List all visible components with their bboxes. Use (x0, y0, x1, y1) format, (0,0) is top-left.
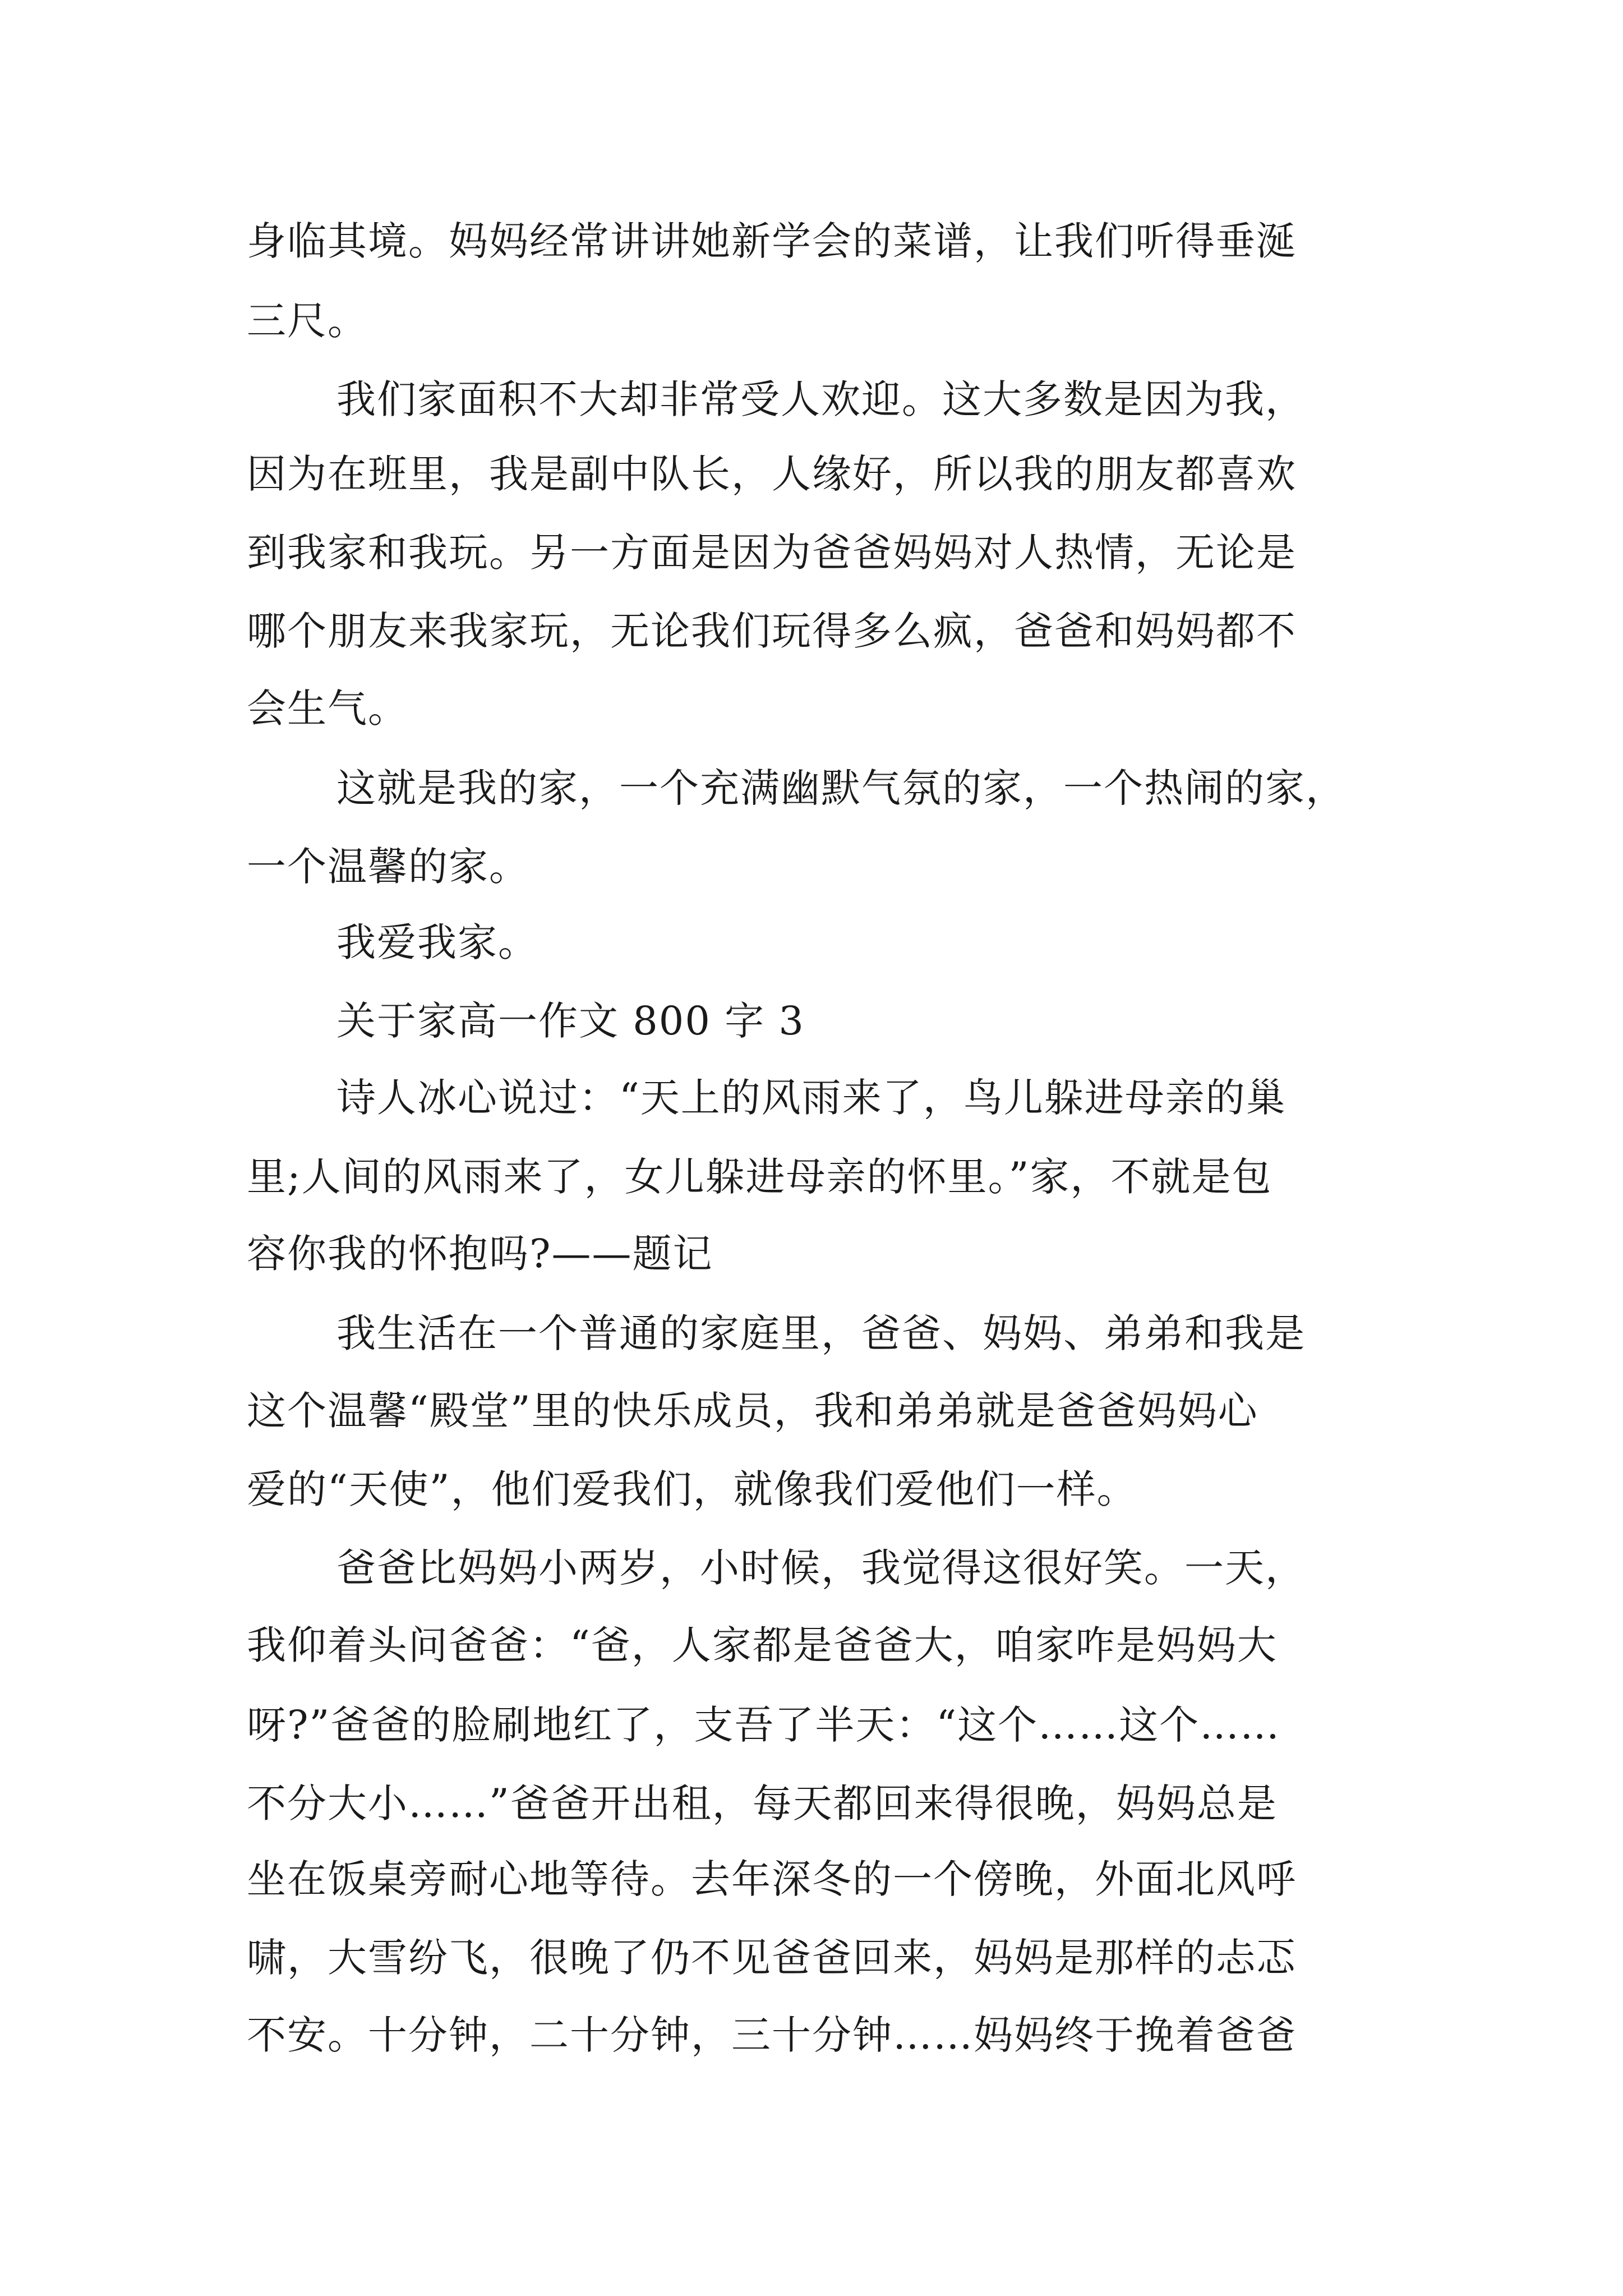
text-line: 会生气。 (247, 685, 408, 731)
text-line: 哪个朋友来我家玩，无论我们玩得多么疯，爸爸和妈妈都不 (247, 608, 1297, 654)
text-line: 爱的“天使”，他们爱我们，就像我们爱他们一样。 (247, 1466, 1137, 1512)
section-heading: 关于家高一作文 800 字 3 (336, 998, 805, 1044)
text-line: 里;人间的风雨来了，女儿躲进母亲的怀里。”家，不就是包 (247, 1154, 1272, 1200)
text-line: 三尺。 (247, 298, 368, 344)
paragraph-start-line: 这就是我的家，一个充满幽默气氛的家，一个热闹的家， (336, 765, 1346, 811)
text-line: 到我家和我玩。另一方面是因为爸爸妈妈对人热情，无论是 (247, 530, 1297, 576)
text-line: 呀?”爸爸的脸刷地红了，支吾了半天：“这个……这个…… (247, 1702, 1281, 1748)
text-line: 不安。十分钟，二十分钟，三十分钟……妈妈终于挽着爸爸 (247, 2012, 1297, 2058)
text-line: 坐在饭桌旁耐心地等待。去年深冬的一个傍晚，外面北风呼 (247, 1856, 1297, 1902)
text-line: 这个温馨“殿堂”里的快乐成员，我和弟弟就是爸爸妈妈心 (247, 1388, 1258, 1434)
paragraph-start-line: 我生活在一个普通的家庭里，爸爸、妈妈、弟弟和我是 (336, 1310, 1306, 1356)
text-line: 容你我的怀抱吗?——题记 (247, 1231, 713, 1277)
text-line: 身临其境。妈妈经常讲讲她新学会的菜谱，让我们听得垂涎 (247, 218, 1297, 264)
text-line: 啸，大雪纷飞，很晚了仍不见爸爸回来，妈妈是那样的忐忑 (247, 1935, 1297, 1981)
paragraph-start-line: 诗人冰心说过：“天上的风雨来了，鸟儿躲进母亲的巢 (336, 1075, 1287, 1121)
paragraph-start-line: 爸爸比妈妈小两岁，小时候，我觉得这很好笑。一天， (336, 1545, 1306, 1591)
text-line: 我仰着头问爸爸：“爸，人家都是爸爸大，咱家咋是妈妈大 (247, 1622, 1278, 1668)
text-line: 一个温馨的家。 (247, 844, 529, 890)
text-line: 不分大小……”爸爸开出租，每天都回来得很晚，妈妈总是 (247, 1780, 1278, 1826)
paragraph-start-line: 我爱我家。 (336, 919, 538, 965)
paragraph-start-line: 我们家面积不大却非常受人欢迎。这大多数是因为我， (336, 376, 1306, 422)
text-line: 因为在班里，我是副中队长，人缘好，所以我的朋友都喜欢 (247, 451, 1297, 497)
